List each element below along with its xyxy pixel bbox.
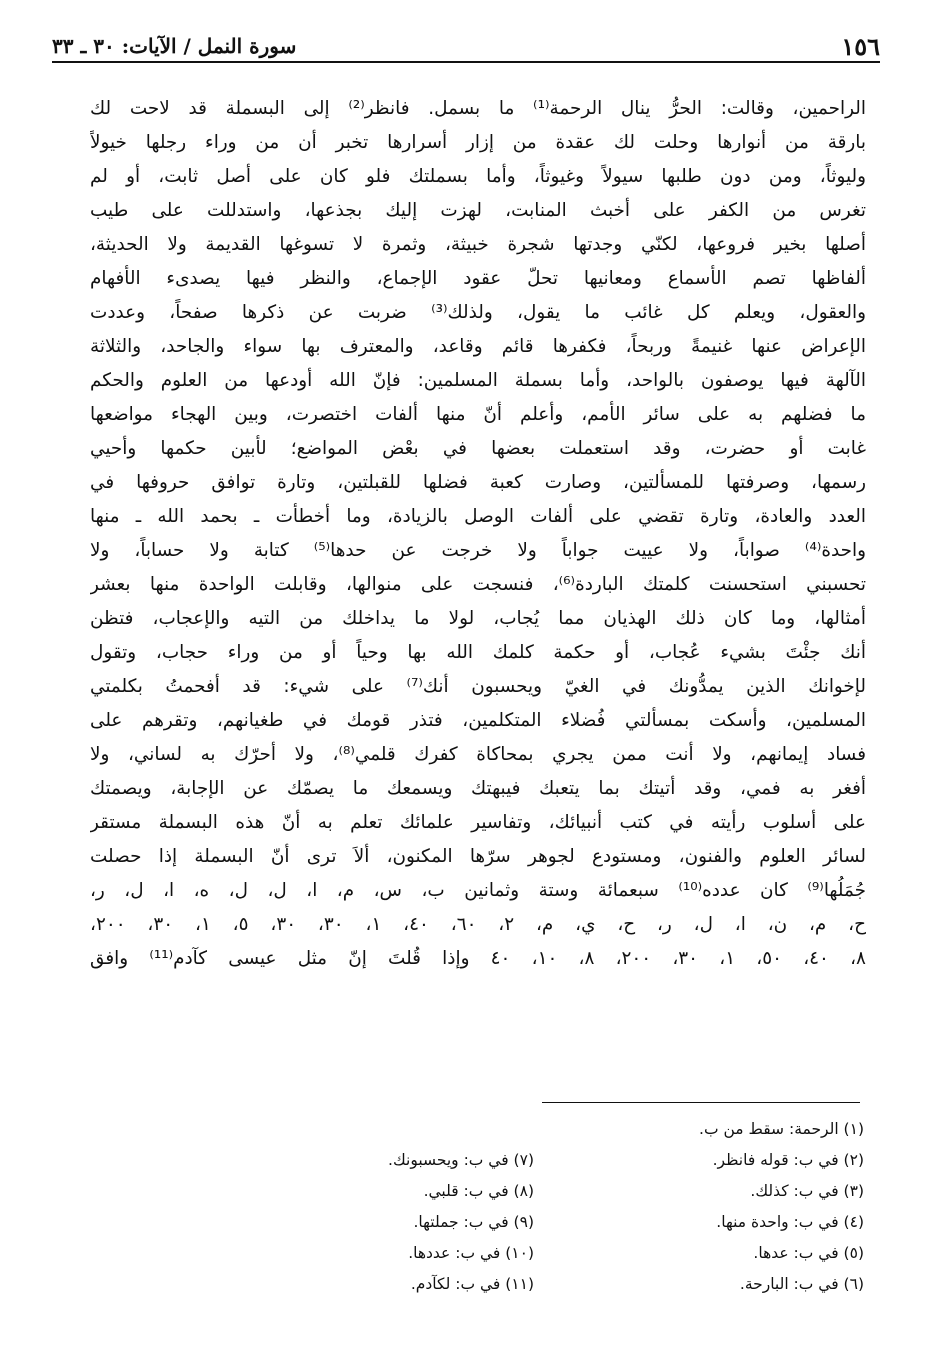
footnote: (٥) في ب: عدها. bbox=[753, 1244, 864, 1262]
text-line: أفغر به فمي، وقد أتيتك بما يتعبك فيبهتك ويسمعك ما يصمّك عن الإجابة، ويصمتك bbox=[90, 778, 866, 799]
text-line: أصلها بخير فروعها، لكنّي وجدتها شجرة خبيثة، وثمرة لا تسوغها القديمة ولا الحديثة، bbox=[90, 234, 866, 255]
footnote: (٩) في ب: جملتها. bbox=[413, 1213, 534, 1231]
text-line: على أسلوب رأيته في كتب أنبيائك، وتفاسير علمائك تعلم به أنّ هذه البسملة مستقر bbox=[90, 812, 866, 833]
footnote: (٧) في ب: ويحسبونك. bbox=[388, 1151, 534, 1169]
text-line: تحسبني استحسنت كلمتك الباردة⁽⁶⁾، فنسجت على منوالها، وقابلت الواحدة منها بعشر bbox=[90, 574, 866, 595]
text-line: لسائر العلوم والفنون، ومستودع لجوهر سرّها المكنون، ألاَ ترى أنّ البسملة إذا حصلت bbox=[90, 846, 866, 867]
text-line: أمثالها، وما كان ذلك الهذيان مما يُجاب، لولا ما يداخلك من التيه والإعجاب، فتظن bbox=[90, 608, 866, 629]
footnote: (٦) في ب: البارحة. bbox=[739, 1275, 864, 1293]
footnote: (٣) في ب: كذلك. bbox=[750, 1182, 864, 1200]
page-number: ١٥٦ bbox=[841, 32, 880, 61]
header-rule bbox=[52, 61, 880, 63]
footnote-separator bbox=[542, 1102, 860, 1103]
footnote: (٤) في ب: واحدة منها. bbox=[716, 1213, 864, 1231]
text-line: ٨، ٤٠، ٥٠، ١، ٣٠، ٢٠٠، ٨، ١٠، ٤٠ وإذا قُلتَ إنّ مثل عيسى كآدم⁽¹¹⁾ وافق bbox=[90, 948, 866, 969]
running-title: سورة النمل / الآيات: ٣٠ ـ ٣٣ bbox=[52, 34, 297, 58]
footnote: (٢) في ب: قوله فانظر. bbox=[712, 1151, 864, 1169]
text-line: الآلهة فيها يوصفون بالواحد، وأما بسملة المسلمين: فإنّ الله أودعها من العلوم والحكم bbox=[90, 370, 866, 391]
footnotes bbox=[240, 1114, 864, 1304]
text-line: والعقول، ويعلم كل غائب ما يقول، ولذلك⁽³⁾ ضربت عن ذكرها صفحاً، وعددت bbox=[90, 302, 866, 323]
footnotes-right-column bbox=[554, 1114, 864, 1300]
text-line: المسلمين، وأسكت بمسألتي فُضلاء المتكلمين، فتذر قومك في طغيانهم، وتقرهم على bbox=[90, 710, 866, 731]
text-line: جُمَلُها⁽⁹⁾ كان عدده⁽¹⁰⁾ سبعمائة وستة وثمانين ب، س، م، ا، ل، ل، ه، ا، ل، ر، bbox=[90, 880, 866, 901]
text-line: تغرس من الكفر على أخبث المنابت، لهزت إليك بجذعها، واستدللت على طيب bbox=[90, 200, 866, 221]
text-line: ح، م، ن، ا، ل، ر، ح، ي، م، ٢، ٦٠، ٤٠، ١، ٣٠، ٣٠، ٥، ١، ٣٠، ٢٠٠، bbox=[90, 914, 866, 935]
footnote: (٨) في ب: قلبي. bbox=[423, 1182, 534, 1200]
footnote: (١٠) في ب: عددها. bbox=[408, 1244, 534, 1262]
footnotes-left-column bbox=[234, 1145, 534, 1300]
text-line: ألفاظها تصم الأسماع ومعانيها تحلّ عقود الإجماع، والنظر فيها يصدىء الأفهام bbox=[90, 268, 866, 289]
main-text bbox=[90, 92, 866, 976]
page-header bbox=[52, 28, 880, 68]
text-line: فساد إيمانهم، ولا أنت ممن يجري بمحاكاة كفرك قلمي⁽⁸⁾، ولا أحرّك به لساني، ولا bbox=[90, 744, 866, 765]
text-line: غابت أو حضرت، وقد استعملت بعضها في بعْض المواضع؛ لأبين حكمها وأحيي bbox=[90, 438, 866, 459]
text-line: وليوثاً، ومن دون طلبها سيولاً وغيوثاً، وأما بسملتك فلو كان على أصل ثابت، أو لم bbox=[90, 166, 866, 187]
text-line: لإخوانك الذين يمدُّونك في الغيّ ويحسبون أنك⁽⁷⁾ على شيء: قد أفحمتُ بكلمتي bbox=[90, 676, 866, 697]
text-line: العدد والعادة، وتارة تقضي على ألفات الوصل بالزيادة، وما أخطأت ـ بحمد الله ـ منها bbox=[90, 506, 866, 527]
text-line: واحدة⁽⁴⁾ صواباً، ولا عييت جواباً ولا خرجت عن حدها⁽⁵⁾ كتابة ولا حساباً، ولا bbox=[90, 540, 866, 561]
text-line: أنك جئْتَ بشيء عُجاب، أو حكمة كلمك الله بها وحياً أو من وراء حجاب، وتقول bbox=[90, 642, 866, 663]
footnote: (١١) في ب: لكآدم. bbox=[410, 1275, 534, 1293]
text-line: الراحمين، وقالت: الحرُّ ينال الرحمة⁽¹⁾ ما بسمل. فانظر⁽²⁾ إلى البسملة قد لاحت لك bbox=[90, 98, 866, 119]
footnote: (١) الرحمة: سقط من ب. bbox=[699, 1120, 864, 1138]
text-line: بارقة من أنوارها وحلت لك عقدة من إزار أسرارها تخبر أن من وراء رجلها خيولاً bbox=[90, 132, 866, 153]
text-line: ما فضلهم به على سائر الأمم، وأعلم أنّ منها ألفات اختصرت، وبين الهجاء مواضعها bbox=[90, 404, 866, 425]
text-line: الإعراض عنها غنيمةً وربحاً، فكفرها قائم وقاعد، والمعترف بها سواء والجاحد، والثلاثة bbox=[90, 336, 866, 357]
text-line: رسمها، وصرفتها للمسألتين، وصارت كعبة فضلها للقبلتين، وتارة توافق حروفها في bbox=[90, 472, 866, 493]
